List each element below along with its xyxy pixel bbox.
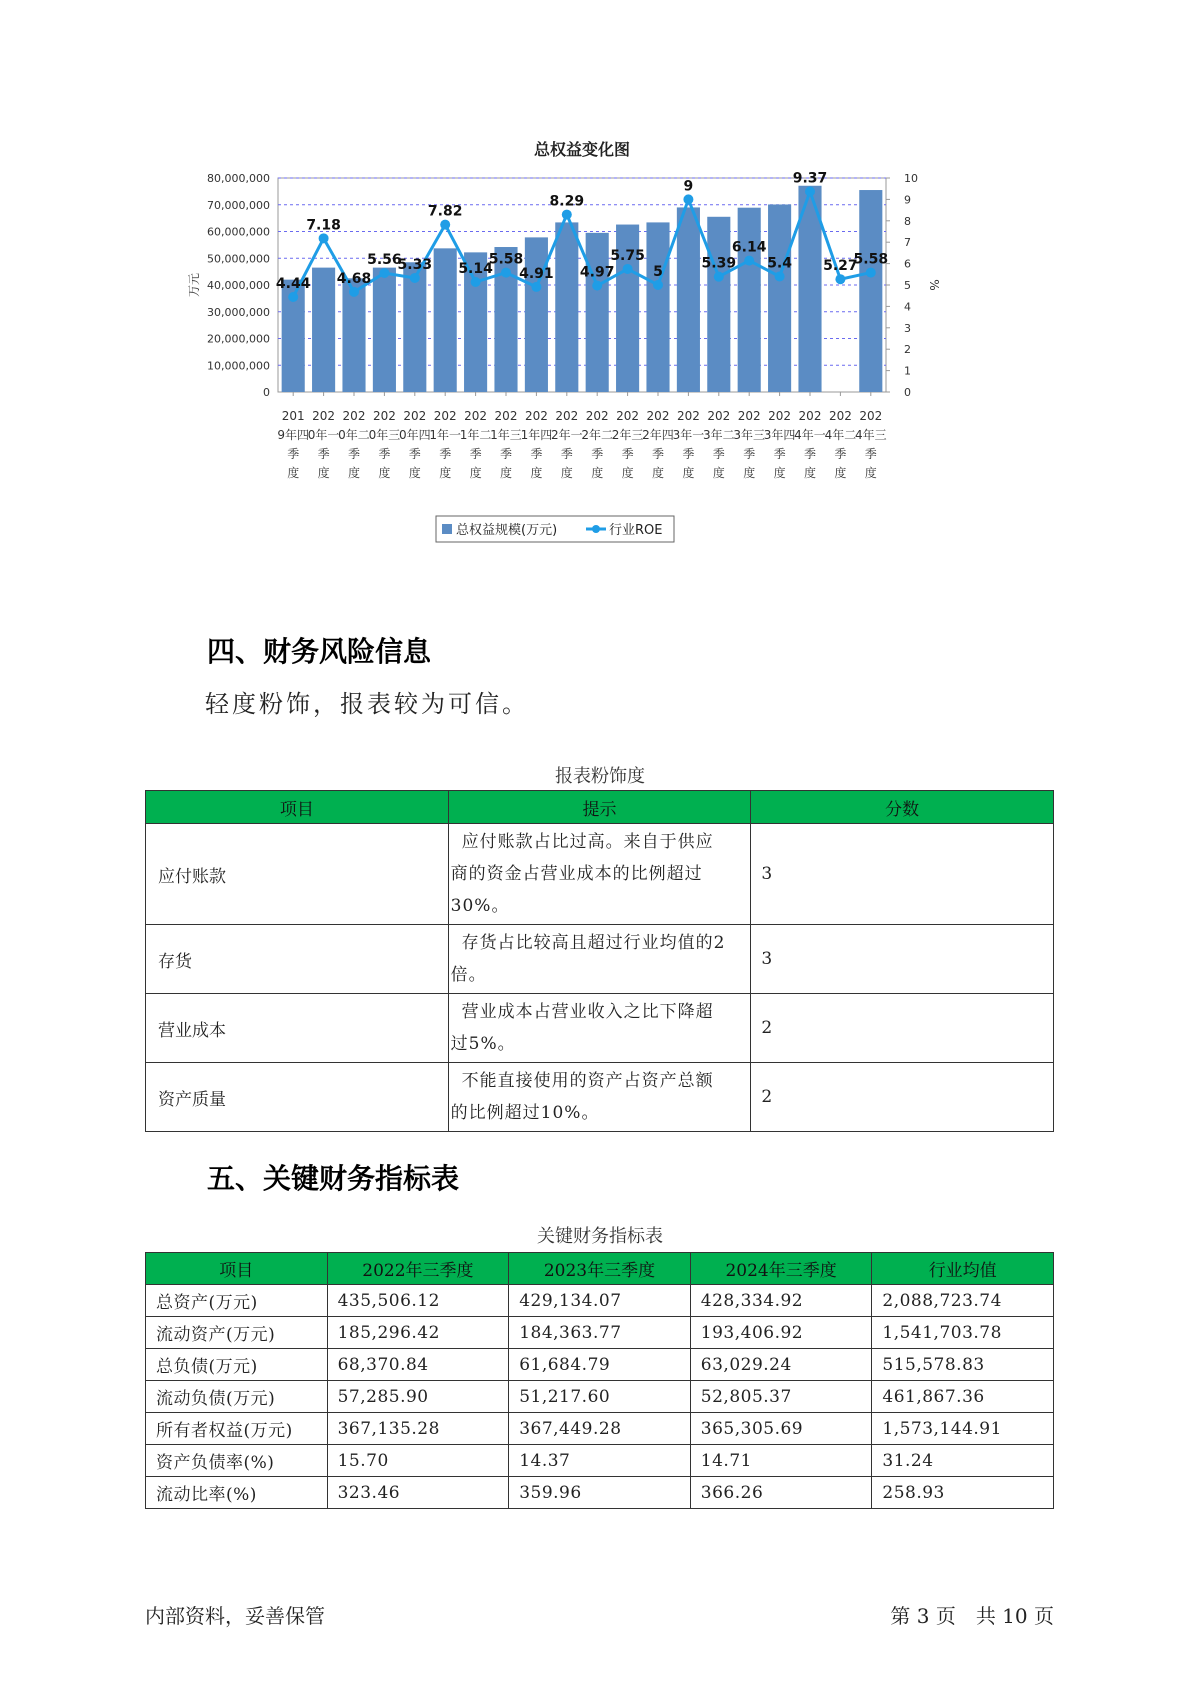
risk-cell-score: 2 — [751, 994, 1054, 1063]
bar-total-equity — [738, 208, 761, 392]
y-right-tick-label: 5 — [904, 279, 911, 292]
y-left-tick-label: 60,000,000 — [207, 225, 270, 239]
bar-total-equity — [768, 204, 791, 392]
metrics-cell-value: 428,334.92 — [690, 1285, 872, 1317]
y-left-tick-label: 20,000,000 — [207, 332, 270, 346]
roe-point — [288, 292, 298, 302]
y-left-tick-label: 30,000,000 — [207, 305, 270, 319]
section4-title: 四、财务风险信息 — [207, 635, 432, 668]
roe-point — [562, 210, 572, 220]
risk-table-row — [146, 925, 1054, 994]
legend-swatch-marker — [592, 525, 600, 533]
metrics-table-row — [146, 1285, 1054, 1317]
roe-data-label: 5.75 — [610, 247, 645, 264]
x-tick-label: 202 1年一季度 — [429, 409, 462, 480]
metrics-cell-value: 52,805.37 — [690, 1381, 872, 1413]
bar-total-equity — [312, 268, 335, 392]
roe-point — [319, 233, 329, 243]
risk-hint-line: 的比例超过10%。 — [450, 1103, 600, 1123]
y-right-tick-label: 4 — [904, 300, 911, 314]
x-tick-label: 202 2年一季度 — [550, 409, 583, 480]
risk-header-hint: 提示 — [448, 791, 751, 824]
metrics-cell-value: 31.24 — [872, 1445, 1054, 1477]
metrics-table-row — [146, 1349, 1054, 1381]
legend-label-line: 行业ROE — [609, 523, 663, 538]
legend-label-bar: 总权益规模(万元) — [456, 523, 558, 538]
metrics-cell-value: 1,541,703.78 — [872, 1317, 1054, 1349]
roe-data-label: 5.14 — [458, 261, 493, 278]
x-tick-label: 202 0年四季度 — [398, 409, 431, 480]
y-right-tick-label: 3 — [904, 321, 911, 335]
x-tick-label: 202 1年三季度 — [490, 409, 522, 480]
metrics-cell-value: 258.93 — [872, 1477, 1054, 1509]
metrics-cell-item: 流动负债(万元) — [146, 1381, 328, 1413]
risk-cell-score: 3 — [751, 925, 1054, 994]
metrics-cell-value: 366.26 — [690, 1477, 872, 1509]
risk-cell-score: 2 — [751, 1063, 1054, 1132]
metrics-cell-value: 359.96 — [509, 1477, 691, 1509]
metrics-table-caption: 关键财务指标表 — [537, 1226, 663, 1247]
x-tick-label: 202 2年三季度 — [611, 409, 644, 480]
x-tick-label: 202 4年一季度 — [794, 409, 826, 480]
roe-data-label: 6.14 — [731, 239, 767, 256]
x-tick-label: 202 4年三季度 — [854, 409, 887, 480]
risk-cell-hint — [448, 925, 751, 994]
risk-hint-line: 不能直接使用的资产占资产总额 — [461, 1071, 714, 1091]
roe-data-label: 7.18 — [306, 217, 341, 234]
y-right-tick-label: 6 — [904, 257, 911, 271]
metrics-cell-item: 总资产(万元) — [146, 1285, 328, 1317]
roe-data-label: 9 — [683, 178, 694, 195]
risk-cell-hint — [448, 994, 751, 1063]
metrics-cell-value: 461,867.36 — [872, 1381, 1054, 1413]
legend-swatch-bar — [442, 524, 452, 534]
metrics-cell-value: 68,370.84 — [327, 1349, 509, 1381]
metrics-cell-value: 57,285.90 — [327, 1381, 509, 1413]
y-right-axis-label: % — [927, 279, 941, 291]
metrics-header-industry-avg: 行业均值 — [872, 1253, 1054, 1285]
bar-total-equity — [555, 222, 578, 392]
metrics-cell-item: 流动比率(%) — [146, 1477, 328, 1509]
metrics-cell-value: 14.37 — [509, 1445, 691, 1477]
roe-point — [501, 268, 511, 278]
roe-data-label: 5 — [653, 264, 663, 280]
metrics-table-row — [146, 1477, 1054, 1509]
roe-point — [592, 281, 602, 291]
y-right-tick-label: 7 — [904, 236, 911, 250]
chart-title: 总权益变化图 — [533, 140, 631, 159]
metrics-cell-value: 14.71 — [690, 1445, 872, 1477]
roe-point — [805, 186, 815, 196]
section5-title: 五、关键财务指标表 — [207, 1162, 460, 1195]
risk-cell-hint — [448, 1063, 751, 1132]
risk-table-caption: 报表粉饰度 — [555, 766, 645, 787]
metrics-cell-value: 515,578.83 — [872, 1349, 1054, 1381]
risk-hint-line: 30%。 — [450, 896, 510, 916]
roe-data-label: 9.37 — [792, 170, 828, 187]
y-left-axis-label: 万元 — [187, 272, 201, 298]
metrics-table-row — [146, 1413, 1054, 1445]
metrics-header-item: 项目 — [146, 1253, 328, 1285]
bar-total-equity — [859, 190, 882, 392]
metrics-cell-value: 323.46 — [327, 1477, 509, 1509]
risk-table — [145, 790, 1054, 1132]
y-left-tick-label: 50,000,000 — [207, 252, 270, 266]
y-right-tick-label: 10 — [904, 172, 918, 185]
metrics-cell-item: 资产负债率(%) — [146, 1445, 328, 1477]
roe-data-label: 5.4 — [767, 255, 793, 272]
metrics-cell-value: 63,029.24 — [690, 1349, 872, 1381]
metrics-cell-value: 184,363.77 — [509, 1317, 691, 1349]
footer-page-number: 第 3 页 共 10 页 — [890, 1604, 1054, 1628]
risk-cell-item: 应付账款 — [146, 824, 449, 925]
metrics-cell-value: 15.70 — [327, 1445, 509, 1477]
bar-total-equity — [707, 217, 730, 392]
roe-data-label: 5.27 — [823, 258, 858, 275]
roe-point — [866, 268, 876, 278]
y-right-tick-label: 8 — [904, 214, 911, 228]
risk-hint-line: 商的资金占营业成本的比例超过 — [450, 864, 703, 884]
risk-cell-score: 3 — [751, 824, 1054, 925]
risk-hint-line: 存货占比较高且超过行业均值的2 — [461, 933, 726, 953]
footer-confidential: 内部资料，妥善保管 — [145, 1604, 325, 1628]
risk-cell-item: 存货 — [146, 925, 449, 994]
risk-conclusion: 轻度粉饰，报表较为可信。 — [205, 690, 529, 718]
risk-table-row — [146, 824, 1054, 925]
x-tick-label: 202 0年一季度 — [307, 409, 340, 480]
y-right-tick-label: 1 — [904, 364, 911, 378]
roe-data-label: 8.29 — [549, 193, 585, 210]
roe-point — [653, 280, 663, 290]
x-tick-label: 201 9年四季度 — [277, 409, 310, 480]
y-left-tick-label: 40,000,000 — [207, 279, 270, 292]
risk-header-score: 分数 — [751, 791, 1054, 824]
roe-point — [623, 264, 633, 274]
risk-cell-item: 资产质量 — [146, 1063, 449, 1132]
roe-point — [410, 273, 420, 283]
roe-data-label: 5.58 — [853, 251, 889, 268]
metrics-table-row — [146, 1317, 1054, 1349]
metrics-cell-value: 435,506.12 — [327, 1285, 509, 1317]
metrics-table-header-row — [146, 1253, 1054, 1285]
y-right-tick-label: 9 — [904, 193, 911, 207]
roe-point — [440, 220, 450, 230]
risk-header-item: 项目 — [146, 791, 449, 824]
x-tick-label: 202 2年二季度 — [581, 409, 614, 480]
x-tick-label: 202 1年四季度 — [520, 409, 553, 480]
risk-hint-line: 过5%。 — [450, 1034, 516, 1054]
metrics-header-2024q3: 2024年三季度 — [690, 1253, 872, 1285]
metrics-cell-value: 185,296.42 — [327, 1317, 509, 1349]
roe-point — [471, 277, 481, 287]
risk-cell-hint — [448, 824, 751, 925]
equity-chart-svg — [180, 140, 1000, 590]
x-tick-label: 202 3年二季度 — [702, 409, 735, 480]
metrics-cell-value: 193,406.92 — [690, 1317, 872, 1349]
roe-data-label: 4.97 — [579, 264, 615, 281]
roe-point — [379, 268, 389, 278]
bar-total-equity — [586, 233, 609, 392]
bar-total-equity — [646, 222, 669, 392]
equity-chart — [180, 140, 1000, 590]
metrics-cell-value: 51,217.60 — [509, 1381, 691, 1413]
x-tick-label: 202 0年三季度 — [368, 409, 401, 480]
roe-data-label: 5.58 — [488, 251, 524, 268]
metrics-table-row — [146, 1381, 1054, 1413]
roe-data-label: 5.39 — [701, 255, 737, 272]
metrics-cell-value: 2,088,723.74 — [872, 1285, 1054, 1317]
metrics-cell-item: 总负债(万元) — [146, 1349, 328, 1381]
bar-total-equity — [434, 248, 457, 392]
roe-point — [744, 256, 754, 266]
y-left-tick-label: 70,000,000 — [207, 198, 270, 212]
risk-table-header-row — [146, 791, 1054, 824]
metrics-header-2023q3: 2023年三季度 — [509, 1253, 691, 1285]
x-tick-label: 202 0年二季度 — [338, 409, 370, 480]
roe-point — [714, 272, 724, 282]
metrics-cell-value: 365,305.69 — [690, 1413, 872, 1445]
y-left-tick-label: 80,000,000 — [207, 172, 270, 185]
risk-table-row — [146, 994, 1054, 1063]
y-left-tick-label: 10,000,000 — [207, 359, 270, 373]
x-tick-label: 202 4年二季度 — [824, 409, 857, 480]
x-tick-label: 202 3年三季度 — [733, 409, 766, 480]
metrics-cell-value: 367,135.28 — [327, 1413, 509, 1445]
metrics-table-row — [146, 1445, 1054, 1477]
risk-table-row — [146, 1063, 1054, 1132]
metrics-cell-value: 1,573,144.91 — [872, 1413, 1054, 1445]
metrics-cell-value: 61,684.79 — [509, 1349, 691, 1381]
roe-data-label: 7.82 — [427, 203, 463, 220]
bar-total-equity — [373, 268, 396, 392]
roe-point — [775, 271, 785, 281]
roe-point — [683, 194, 693, 204]
roe-data-label: 4.91 — [519, 265, 554, 282]
roe-data-label: 4.44 — [275, 275, 311, 292]
x-tick-label: 202 3年四季度 — [763, 409, 796, 480]
risk-cell-item: 营业成本 — [146, 994, 449, 1063]
x-tick-label: 202 2年四季度 — [642, 409, 674, 480]
roe-point — [835, 274, 845, 284]
roe-data-label: 4.68 — [336, 270, 372, 287]
roe-data-label: 5.56 — [367, 252, 402, 269]
metrics-cell-value: 367,449.28 — [509, 1413, 691, 1445]
risk-hint-line: 倍。 — [450, 965, 487, 985]
metrics-cell-value: 429,134.07 — [509, 1285, 691, 1317]
bar-total-equity — [677, 207, 700, 392]
x-tick-label: 202 3年一季度 — [672, 409, 705, 480]
roe-point — [531, 282, 541, 292]
x-tick-label: 202 1年二季度 — [459, 409, 492, 480]
roe-point — [349, 287, 359, 297]
metrics-cell-item: 所有者权益(万元) — [146, 1413, 328, 1445]
metrics-cell-item: 流动资产(万元) — [146, 1317, 328, 1349]
risk-hint-line: 营业成本占营业收入之比下降超 — [461, 1002, 714, 1022]
y-right-tick-label: 0 — [904, 386, 911, 399]
y-left-tick-label: 0 — [263, 386, 270, 399]
roe-data-label: 5.33 — [397, 256, 433, 273]
metrics-header-2022q3: 2022年三季度 — [327, 1253, 509, 1285]
bar-total-equity — [525, 237, 548, 392]
risk-hint-line: 应付账款占比过高。来自于供应 — [461, 832, 714, 852]
metrics-table — [145, 1252, 1054, 1509]
y-right-tick-label: 2 — [904, 343, 911, 357]
